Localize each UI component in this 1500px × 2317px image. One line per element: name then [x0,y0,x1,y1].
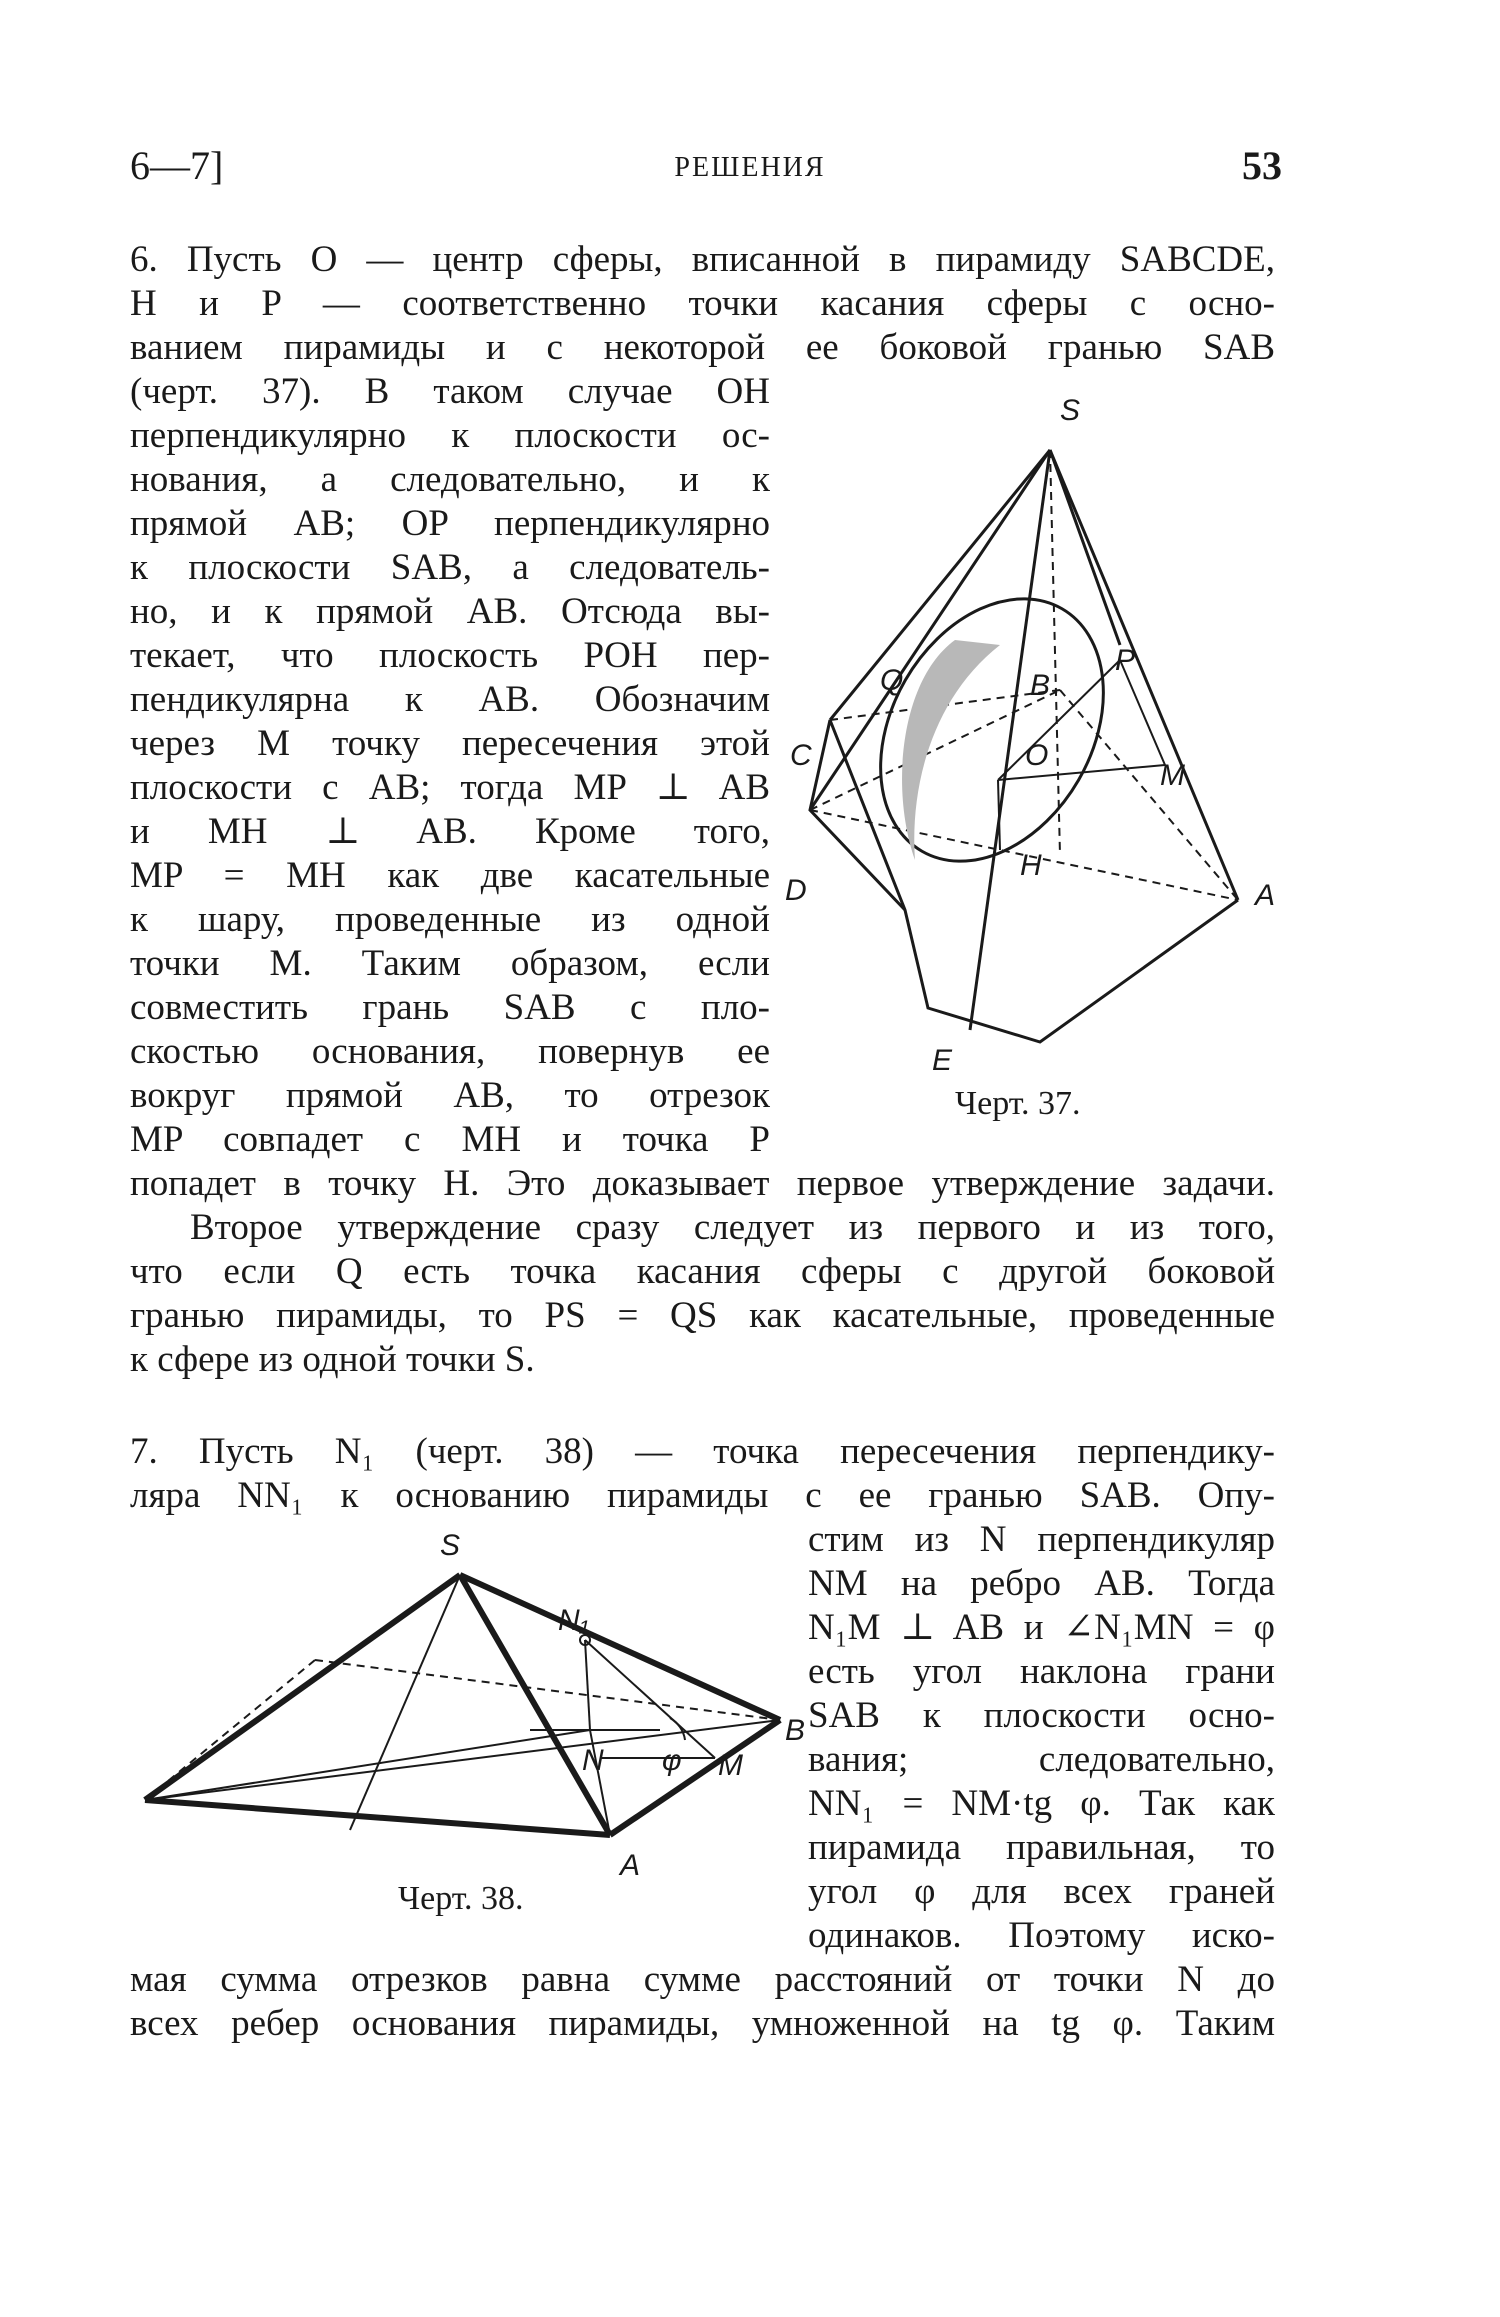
figure-37-caption: Черт. 37. [955,1085,1081,1122]
figure-38 [130,1530,810,1890]
p6-line: вокруг прямой AB, то отрезок [130,1075,770,1116]
header-title: РЕШЕНИЯ [674,152,826,183]
p6-line: нования, а следовательно, и к [130,459,770,500]
fig37-label-H: H [1020,849,1042,882]
p6-line: пендикулярна к AB. Обозначим [130,679,770,720]
p6-line: Второе утверждение сразу следует из первого и из того, [190,1207,1275,1248]
p6-line: к плоскости SAB, а следователь- [130,547,770,588]
p7-line: всех ребер основания пирамиды, умноженной на tg φ. Таким [130,2003,1275,2044]
fig37-label-P: P [1115,644,1136,677]
p6-line: скостью основания, повернув ее [130,1031,770,1072]
p7-line: SAB к плоскости осно- [808,1695,1275,1736]
p6-line: точки M. Таким образом, если [130,943,770,984]
p6-line: и MH ⊥ AB. Кроме того, [130,811,770,852]
p6-line: но, и к прямой AB. Отсюда вы- [130,591,770,632]
figure-38-caption: Черт. 38. [398,1880,524,1917]
figure-37 [760,390,1280,1090]
fig37-label-M: M [1160,759,1185,792]
p6-line: плоскости с AB; тогда MP ⊥ AB [130,767,770,808]
p6-line: через M точку пересечения этой [130,723,770,764]
p6-line: к шару, проведенные из одной [130,899,770,940]
p6-line: 6. Пусть O — центр сферы, вписанной в пирамиду SABCDE, [130,239,1275,280]
p7-line: есть угол наклона грани [808,1651,1275,1692]
fig38-label-N: N [582,1744,604,1777]
fig38-label-B: B [785,1714,806,1747]
p7-line: вания; следовательно, [808,1739,1275,1780]
p6-line: что если Q есть точка касания сферы с другой боковой [130,1251,1275,1292]
p7-line: стим из N перпендикуляр [808,1519,1275,1560]
fig37-label-C: C [790,739,812,772]
p6-line: MP = MH как две касательные [130,855,770,896]
p6-line: перпендикулярно к плоскости ос- [130,415,770,456]
p6-line: попадет в точку H. Это доказывает первое утверждение задачи. [130,1163,1275,1204]
p6-line: H и P — соответственно точки касания сферы с осно- [130,283,1275,324]
page-number: 53 [1242,143,1282,188]
p6-line: ванием пирамиды и с некоторой ее боковой гранью SAB [130,327,1275,368]
p6-line: гранью пирамиды, то PS = QS как касательные, проведенные [130,1295,1275,1336]
fig37-label-B: B [1030,669,1051,702]
p7-line: одинаков. Поэтому иско- [808,1915,1275,1956]
p7-line: NM на ребро AB. Тогда [808,1563,1275,1604]
p7-line: мая сумма отрезков равна сумме расстояний от точки N до [130,1959,1275,2000]
p7-line: 7. Пусть N₁ (черт. 38) — точка пересечения перпендику- [130,1431,1275,1472]
fig38-label-M: M [718,1749,743,1782]
fig37-label-Q: Q [880,664,904,697]
sphere-shaded-crescent [902,640,1000,860]
fig37-label-O: O [1025,739,1049,772]
fig37-label-D: D [785,874,807,907]
p6-line: MP совпадет с MH и точка P [130,1119,770,1160]
p6-line: (черт. 37). В таком случае OH [130,371,770,412]
fig37-label-S: S [1060,394,1081,427]
header-section-ref: 6—7] [130,143,224,188]
p7-line: ляра NN₁ к основанию пирамиды с ее гранью SAB. Опу- [130,1475,1275,1516]
p7-line: N₁M ⊥ AB и ∠N₁MN = φ [808,1607,1275,1648]
fig37-label-A: A [1255,879,1276,912]
p7-line: пирамида правильная, то [808,1827,1275,1868]
fig37-label-E: E [932,1044,953,1077]
p6-line: прямой AB; OP перпендикулярно [130,503,770,544]
fig38-label-S: S [440,1529,461,1562]
p6-line: совместить грань SAB с пло- [130,987,770,1028]
fig38-label-phi: φ [662,1744,682,1777]
fig38-label-A: A [620,1849,641,1882]
p6-line: текает, что плоскость POH пер- [130,635,770,676]
p7-line: NN₁ = NM·tg φ. Так как [808,1783,1275,1824]
p7-line: угол φ для всех граней [808,1871,1275,1912]
p6-line: к сфере из одной точки S. [130,1339,535,1380]
fig38-label-N1: N₁ [558,1604,590,1637]
